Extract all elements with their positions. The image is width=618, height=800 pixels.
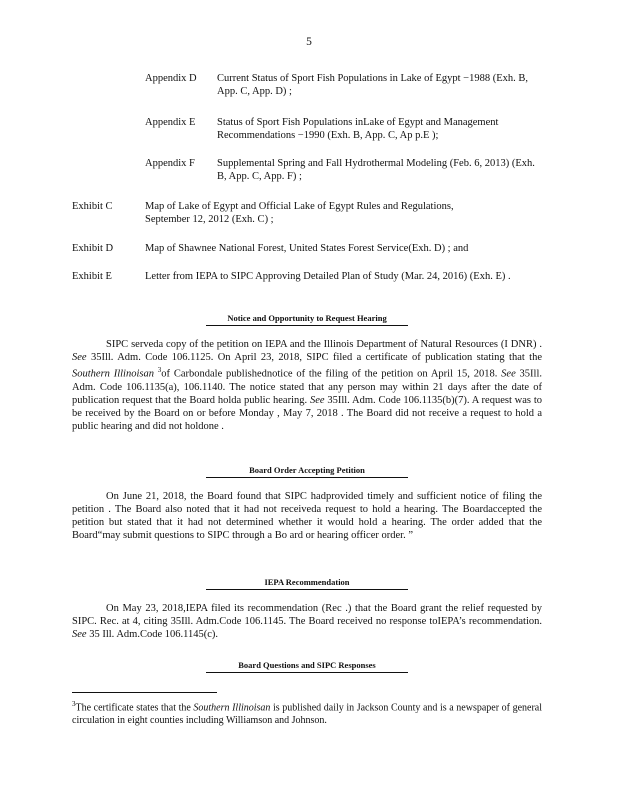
notice-text-4: 35Ill. Adm. Code 106.1135(a), 106.1140. The notice stated that any person may within 21 days after the date of publication request that the Board holda public hearing. xyxy=(72,368,542,406)
recommendation-text: On May 23, 2018,IEPA filed its recommendation (Rec .) that the Board grant the relief requested by SIPC. Rec. at 4, citing 35Ill. Adm.Code 106.1145. The Board received no response toIEPA’s recommendation. xyxy=(72,603,542,627)
footnote-text-2: is published daily in Jackson County and is a newspaper of general circulation in eight counties including Williamson and Johnson. xyxy=(72,702,542,727)
notice-text-5: 35Ill. Adm. Code 106.1135(b)(7). A request was to be received by the Board on or before Monday , May 7, 2018 . The Board did not receive a request to hold a public hearing and did not holdone . xyxy=(72,394,542,432)
appendix-f-label: Appendix F xyxy=(145,158,195,169)
recommendation-paragraph xyxy=(72,602,542,641)
footnote-newspaper-name: Southern Illinoisan xyxy=(193,702,271,714)
notice-heading xyxy=(72,312,542,326)
footnote-text-1: The certificate states that the xyxy=(75,702,194,714)
recommendation-heading xyxy=(72,576,542,590)
appendix-d-label: Appendix D xyxy=(145,73,197,84)
order-heading-text: Board Order Accepting Petition xyxy=(206,464,408,478)
notice-text-1: SIPC serveda copy of the petition on IEPA and the Illinois Department of Natural Resources (I DNR) . xyxy=(106,339,542,350)
see-citation: See xyxy=(72,629,87,640)
questions-heading xyxy=(72,659,542,673)
order-paragraph xyxy=(72,490,542,542)
exhibit-c-label: Exhibit C xyxy=(72,201,113,212)
order-text: On June 21, 2018, the Board found that SIPC hadprovided timely and sufficient notice of filing the petition . The Board also noted that it had not receiveda request to hold a hearing. The Boardaccepted the petition but stated that it had not determined whether it would hold a hearing. The order added that the Board“may submit questions to SIPC through a Bo ard or hearing officer order. ” xyxy=(72,491,542,541)
exhibit-e-label: Exhibit E xyxy=(72,271,112,282)
questions-heading-text: Board Questions and SIPC Responses xyxy=(206,659,408,673)
order-heading xyxy=(72,464,542,478)
notice-text-3: of Carbondale publishednotice of the filing of the petition on April 15, 2018. xyxy=(161,368,502,380)
footnote-mark: 3 xyxy=(157,366,162,374)
see-citation: See xyxy=(309,394,325,406)
appendix-f-text: Supplemental Spring and Fall Hydrothermal Modeling (Feb. 6, 2013) (Exh. B, App. C, App. F) ; xyxy=(217,158,535,182)
notice-text-2: 35Ill. Adm. Code 106.1125. On April 23, 2018, SIPC filed a certificate of publication stating that the xyxy=(86,352,542,363)
footnote-rule xyxy=(72,692,217,693)
recommendation-text-2: 35 Ill. Adm.Code 106.1145(c). xyxy=(86,629,219,640)
appendix-e-text: Status of Sport Fish Populations inLake of Egypt and Management Recommendations −1990 (Exh. B, App. C, Ap p.E ); xyxy=(217,117,499,141)
exhibit-e-text: Letter from IEPA to SIPC Approving Detailed Plan of Study (Mar. 24, 2016) (Exh. E) . xyxy=(145,271,511,282)
footnote xyxy=(72,698,542,727)
recommendation-heading-text: IEPA Recommendation xyxy=(206,576,408,590)
see-citation: See xyxy=(501,368,516,380)
page-number: 5 xyxy=(306,36,312,48)
exhibit-d-label: Exhibit D xyxy=(72,243,114,254)
notice-paragraph xyxy=(72,338,542,433)
notice-heading-text: Notice and Opportunity to Request Hearing xyxy=(206,312,408,326)
see-citation: See xyxy=(72,352,87,363)
exhibit-d-text: Map of Shawnee National Forest, United States Forest Service(Exh. D) ; and xyxy=(145,243,469,254)
appendix-d-text: Current Status of Sport Fish Populations in Lake of Egypt −1988 (Exh. B, App. C, App. D) ; xyxy=(217,73,528,97)
exhibit-c-text: Map of Lake of Egypt and Official Lake of Egypt Rules and Regulations, September 12, 2012 (Exh. C) ; xyxy=(145,201,454,225)
newspaper-name: Southern Illinoisan xyxy=(72,368,154,380)
footnote-number: 3 xyxy=(72,700,76,708)
appendix-e-label: Appendix E xyxy=(145,117,196,128)
